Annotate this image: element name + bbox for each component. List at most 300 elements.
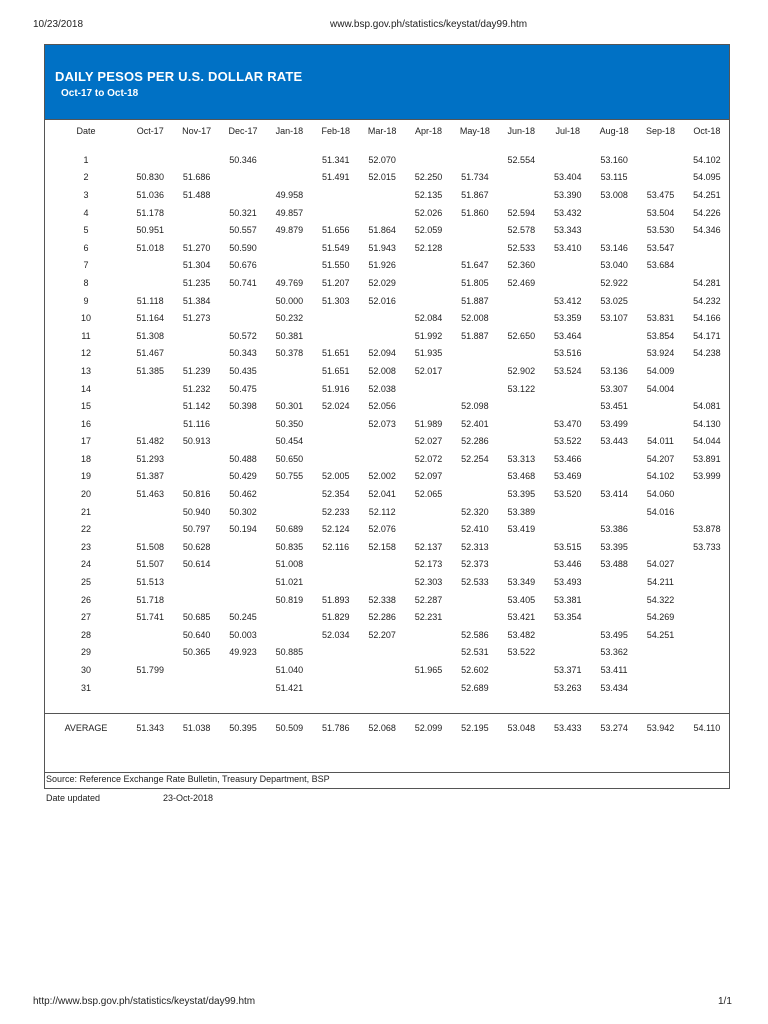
rate-cell: 53.354 (553, 612, 582, 623)
table-row (45, 239, 730, 257)
rate-cell (127, 274, 173, 292)
rate-cell: 53.386 (600, 524, 628, 535)
rate-cell: 53.115 (600, 172, 628, 183)
rate-cell: 51.916 (321, 383, 350, 394)
rate-cell: 51.387 (136, 471, 164, 482)
rate-cell (405, 503, 451, 521)
rate-cell (637, 169, 683, 187)
rate-cell: 52.072 (414, 453, 443, 464)
rate-cell (637, 520, 683, 538)
rate-cell (313, 204, 359, 222)
rate-cell (637, 151, 683, 169)
rate-cell (684, 239, 730, 257)
rate-cell (591, 327, 637, 345)
rate-cell: 53.404 (553, 172, 582, 183)
rate-cell (405, 644, 451, 662)
rate-cell (173, 450, 219, 468)
rate-cell: 52.650 (507, 330, 536, 341)
rate-cell: 51.507 (136, 559, 164, 570)
rate-cell: 53.530 (646, 225, 675, 236)
rate-cell (498, 433, 544, 451)
rate-cell (173, 591, 219, 609)
rate-cell (127, 679, 173, 697)
rate-cell: 52.554 (507, 154, 536, 165)
rate-cell: 51.008 (275, 559, 304, 570)
rate-cell (591, 204, 637, 222)
rate-cell (684, 257, 730, 275)
rate-cell: 51.989 (414, 418, 443, 429)
table-row (45, 661, 730, 679)
rate-cell (266, 626, 312, 644)
rate-cell (545, 503, 591, 521)
rate-cell (127, 503, 173, 521)
table-row (45, 309, 730, 327)
rate-cell: 53.469 (553, 471, 582, 482)
rate-cell: 52.029 (368, 277, 396, 288)
rate-cell (545, 257, 591, 275)
rate-cell (498, 556, 544, 574)
rate-cell: 52.594 (507, 207, 536, 218)
rate-cell (127, 151, 173, 169)
rate-cell: 51.887 (461, 330, 489, 341)
rate-cell: 52.401 (461, 418, 489, 429)
rate-cell (637, 292, 683, 310)
rate-cell (591, 221, 637, 239)
day-cell: 25 (80, 577, 91, 588)
source-divider (45, 772, 729, 773)
rate-cell: 52.531 (461, 647, 489, 658)
rate-cell (498, 397, 544, 415)
rate-cell (684, 679, 730, 697)
rate-cell: 52.015 (368, 172, 396, 183)
day-cell: 18 (80, 453, 91, 464)
rate-cell: 52.173 (414, 559, 443, 570)
rate-cell: 52.094 (368, 348, 396, 359)
rate-cell: 52.231 (414, 612, 443, 623)
day-cell: 9 (83, 295, 89, 306)
rate-cell (359, 450, 405, 468)
rate-cell: 53.482 (507, 629, 536, 640)
rate-cell: 49.879 (275, 225, 304, 236)
rate-cell: 53.107 (600, 313, 628, 324)
table-row (45, 520, 730, 538)
rate-cell: 51.232 (182, 383, 211, 394)
rate-cell (545, 520, 591, 538)
rate-cell (173, 345, 219, 363)
rate-cell: 51.656 (321, 225, 350, 236)
rate-cell (266, 169, 312, 187)
rate-cell: 54.281 (693, 277, 721, 288)
rate-cell (684, 573, 730, 591)
rate-cell (591, 503, 637, 521)
rate-cell: 51.943 (368, 242, 396, 253)
rate-cell: 51.965 (414, 665, 443, 676)
rate-cell (266, 362, 312, 380)
rate-cell (173, 204, 219, 222)
table-row (45, 573, 730, 591)
rate-cell: 49.923 (229, 647, 257, 658)
rate-cell (313, 556, 359, 574)
average-cell: 51.786 (321, 723, 350, 733)
rate-cell (405, 292, 451, 310)
rate-cell: 54.081 (693, 401, 721, 412)
rate-cell (313, 573, 359, 591)
rate-cell: 53.516 (553, 348, 582, 359)
rate-cell (173, 573, 219, 591)
rate-cell (220, 415, 266, 433)
day-cell: 17 (80, 436, 91, 447)
rate-cell: 53.263 (553, 682, 582, 693)
rate-cell (220, 309, 266, 327)
rate-cell: 53.421 (507, 612, 536, 623)
rate-cell (452, 468, 498, 486)
rate-cell (452, 591, 498, 609)
rate-cell: 53.432 (553, 207, 582, 218)
rate-cell: 52.065 (414, 489, 443, 500)
column-header-month: Nov-17 (182, 126, 212, 136)
rate-cell: 54.322 (646, 594, 675, 605)
print-header-url: www.bsp.gov.ph/statistics/keystat/day99.htm (330, 19, 528, 30)
rate-cell: 54.238 (693, 348, 721, 359)
day-cell: 1 (83, 154, 89, 165)
rate-cell: 50.346 (229, 154, 257, 165)
rate-cell: 50.454 (275, 436, 304, 447)
rate-cell (220, 292, 266, 310)
rate-cell (405, 679, 451, 697)
rate-cell: 53.854 (646, 330, 675, 341)
rate-cell (220, 186, 266, 204)
rate-cell: 51.550 (321, 260, 350, 271)
column-header-month: Jan-18 (275, 126, 304, 136)
rate-cell (452, 380, 498, 398)
date-updated-label: Date updated (46, 793, 101, 803)
rate-cell: 53.389 (507, 506, 536, 517)
rate-cell: 52.128 (414, 242, 443, 253)
rate-cell: 51.308 (136, 330, 164, 341)
rate-cell (545, 380, 591, 398)
day-cell: 23 (80, 541, 91, 552)
day-cell: 15 (80, 401, 91, 412)
rate-cell (545, 644, 591, 662)
table-row (45, 151, 730, 169)
header-divider (45, 119, 729, 120)
average-cell: 52.099 (414, 723, 443, 733)
rate-cell: 51.142 (182, 401, 211, 412)
table-row (45, 608, 730, 626)
rate-cell: 50.676 (229, 260, 257, 271)
average-divider (45, 713, 729, 714)
rate-cell: 50.835 (275, 541, 304, 552)
rate-cell: 53.733 (693, 541, 721, 552)
rate-cell: 54.269 (646, 612, 675, 623)
rate-cell (637, 661, 683, 679)
rate-cell: 53.343 (553, 225, 582, 236)
column-header-month: Dec-17 (228, 126, 258, 136)
rate-cell (266, 608, 312, 626)
rate-cell: 52.016 (368, 295, 396, 306)
rate-cell: 54.211 (647, 577, 674, 588)
table-row (45, 257, 730, 275)
rate-cell: 52.373 (461, 559, 489, 570)
average-cell: 53.942 (646, 723, 675, 733)
rate-cell (591, 608, 637, 626)
rate-cell: 51.829 (321, 612, 350, 623)
rate-cell (266, 151, 312, 169)
rate-cell: 53.362 (600, 647, 628, 658)
rate-cell: 52.005 (321, 471, 350, 482)
rate-cell (637, 644, 683, 662)
rate-cell: 52.017 (414, 365, 443, 376)
rate-cell: 51.118 (136, 295, 164, 306)
rate-cell (591, 468, 637, 486)
day-cell: 14 (80, 383, 91, 394)
table-row (45, 186, 730, 204)
rate-cell: 51.273 (182, 313, 211, 324)
rate-cell (452, 345, 498, 363)
rate-cell: 50.462 (229, 489, 257, 500)
rate-cell (684, 591, 730, 609)
rate-cell: 53.522 (507, 647, 536, 658)
rate-cell (220, 679, 266, 697)
rate-cell: 52.320 (461, 506, 489, 517)
rate-cell (684, 503, 730, 521)
day-cell: 10 (80, 313, 91, 324)
rate-cell: 52.922 (600, 277, 628, 288)
rate-cell (359, 661, 405, 679)
rate-cell: 50.245 (229, 612, 257, 623)
rate-cell (405, 626, 451, 644)
rate-cell (591, 591, 637, 609)
rate-cell (313, 661, 359, 679)
rate-cell: 53.419 (507, 524, 536, 535)
rate-cell: 53.349 (507, 577, 536, 588)
rate-cell (359, 327, 405, 345)
rate-cell: 53.434 (600, 682, 628, 693)
rate-cell: 52.084 (414, 313, 443, 324)
rate-cell: 53.146 (600, 242, 628, 253)
rate-cell (498, 292, 544, 310)
rate-cell: 51.867 (461, 189, 489, 200)
rate-cell (405, 274, 451, 292)
day-cell: 28 (80, 629, 91, 640)
rate-cell: 54.171 (693, 330, 721, 341)
table-row (45, 626, 730, 644)
rate-cell: 51.491 (321, 172, 350, 183)
rate-cell: 52.286 (368, 612, 396, 623)
table-row (45, 556, 730, 574)
rate-cell: 51.718 (136, 594, 164, 605)
rate-cell: 50.951 (136, 225, 164, 236)
rate-cell: 54.130 (693, 418, 721, 429)
rate-cell (359, 204, 405, 222)
rate-cell (405, 520, 451, 538)
rate-cell: 52.313 (461, 541, 489, 552)
rate-cell (313, 644, 359, 662)
rate-cell (220, 433, 266, 451)
rate-cell: 53.405 (507, 594, 536, 605)
rate-cell: 53.040 (600, 260, 628, 271)
rate-cell (498, 169, 544, 187)
day-cell: 22 (80, 524, 91, 535)
rate-cell: 50.797 (182, 524, 211, 535)
rate-cell: 54.232 (693, 295, 721, 306)
rate-cell: 49.769 (275, 277, 304, 288)
rate-cell: 50.343 (229, 348, 257, 359)
rate-cell (173, 468, 219, 486)
average-table (45, 719, 730, 737)
rate-cell: 51.385 (136, 365, 164, 376)
rate-cell: 52.056 (368, 401, 396, 412)
rate-cell: 51.686 (182, 172, 211, 183)
table-row (45, 397, 730, 415)
rate-cell (405, 151, 451, 169)
rate-cell: 52.233 (321, 506, 350, 517)
rate-cell (173, 327, 219, 345)
rate-cell: 51.239 (182, 365, 211, 376)
rate-cell (313, 450, 359, 468)
rate-cell (220, 556, 266, 574)
rate-cell: 54.016 (646, 506, 675, 517)
rate-cell: 53.515 (553, 541, 582, 552)
rate-cell (452, 362, 498, 380)
rate-cell (498, 415, 544, 433)
table-row (45, 433, 730, 451)
rate-cell (127, 380, 173, 398)
print-footer-url: http://www.bsp.gov.ph/statistics/keystat/day99.htm (33, 996, 256, 1007)
rate-cell: 51.805 (461, 277, 489, 288)
rate-cell: 52.038 (368, 383, 396, 394)
column-header-month: Aug-18 (599, 126, 629, 136)
table-row (45, 485, 730, 503)
table-row (45, 591, 730, 609)
rate-cell: 51.887 (461, 295, 489, 306)
rate-cell: 52.073 (368, 418, 396, 429)
table-row (45, 169, 730, 187)
rate-cell: 51.036 (136, 189, 164, 200)
rate-cell: 52.338 (368, 594, 396, 605)
rate-cell (127, 415, 173, 433)
rate-cell: 53.547 (646, 242, 675, 253)
rate-cell (313, 415, 359, 433)
table-row (45, 468, 730, 486)
rate-cell: 50.232 (275, 313, 304, 324)
rate-cell (266, 239, 312, 257)
rate-cell (127, 626, 173, 644)
rate-cell: 50.378 (275, 348, 304, 359)
day-cell: 29 (80, 647, 91, 658)
rate-cell: 51.651 (321, 348, 350, 359)
rate-cell: 52.034 (321, 629, 350, 640)
average-cell: 53.274 (600, 723, 628, 733)
rate-cell: 50.488 (229, 453, 257, 464)
rate-cell (266, 485, 312, 503)
day-cell: 13 (80, 365, 91, 376)
rate-cell: 52.578 (507, 225, 536, 236)
rate-cell: 51.304 (182, 260, 211, 271)
rate-cell (452, 239, 498, 257)
rate-cell: 51.549 (321, 242, 350, 253)
rate-cell: 52.158 (368, 541, 396, 552)
day-cell: 19 (80, 471, 91, 482)
table-row (45, 644, 730, 662)
rate-cell: 49.958 (275, 189, 304, 200)
rate-cell: 51.893 (321, 594, 350, 605)
day-cell: 12 (80, 348, 91, 359)
rate-cell: 52.254 (461, 453, 489, 464)
rate-cell: 51.164 (136, 313, 164, 324)
rate-cell: 53.493 (553, 577, 582, 588)
rate-cell: 52.041 (368, 489, 396, 500)
rate-cell: 52.360 (507, 260, 536, 271)
rate-cell: 52.027 (414, 436, 443, 447)
rate-cell: 51.647 (461, 260, 489, 271)
rate-cell: 54.251 (693, 189, 721, 200)
rate-cell: 53.381 (553, 594, 582, 605)
rate-cell (452, 221, 498, 239)
title-banner (45, 45, 729, 119)
page-title: DAILY PESOS PER U.S. DOLLAR RATE (55, 69, 303, 84)
rate-cell: 54.027 (646, 559, 675, 570)
average-cell: 51.343 (136, 723, 164, 733)
rate-cell: 51.864 (368, 225, 396, 236)
rate-cell (173, 221, 219, 239)
rate-cell: 53.313 (507, 453, 536, 464)
average-cell: 53.433 (553, 723, 582, 733)
rate-cell: 51.741 (136, 612, 164, 623)
rate-cell (313, 327, 359, 345)
rate-cell: 53.443 (600, 436, 628, 447)
rate-cell: 54.102 (646, 471, 675, 482)
rate-cell (452, 608, 498, 626)
rate-cell (498, 309, 544, 327)
rate-cell (684, 380, 730, 398)
rate-cell: 54.044 (693, 436, 721, 447)
average-cell: 52.068 (368, 723, 396, 733)
rate-cell: 52.303 (414, 577, 443, 588)
table-row (45, 503, 730, 521)
rate-cell: 52.586 (461, 629, 489, 640)
rate-cell: 51.651 (321, 365, 350, 376)
rate-cell: 52.410 (461, 524, 489, 535)
rate-cell: 51.270 (182, 242, 211, 253)
rate-cell: 53.359 (553, 313, 582, 324)
table-row (45, 204, 730, 222)
rate-cell: 53.468 (507, 471, 536, 482)
rate-cell: 50.003 (229, 629, 257, 640)
rate-cell: 53.522 (553, 436, 582, 447)
table-row (45, 679, 730, 697)
rate-cell: 51.293 (136, 453, 164, 464)
rate-cell (220, 573, 266, 591)
rate-cell: 53.520 (553, 489, 582, 500)
rate-cell (684, 556, 730, 574)
average-cell: 51.038 (182, 723, 211, 733)
column-header-month: Feb-18 (321, 126, 351, 136)
rate-cell (313, 679, 359, 697)
rate-cell (498, 345, 544, 363)
rate-cell: 53.466 (553, 453, 582, 464)
average-cell: 54.110 (693, 723, 721, 733)
rate-cell: 50.557 (229, 225, 257, 236)
rate-cell: 52.070 (368, 154, 396, 165)
rate-cell: 53.307 (600, 383, 628, 394)
rate-cell: 51.178 (136, 207, 164, 218)
print-date: 10/23/2018 (33, 19, 84, 30)
rate-cell: 52.026 (414, 207, 443, 218)
rate-cell: 53.008 (600, 189, 628, 200)
rate-cell: 50.398 (229, 401, 257, 412)
rate-cell: 54.166 (693, 313, 721, 324)
